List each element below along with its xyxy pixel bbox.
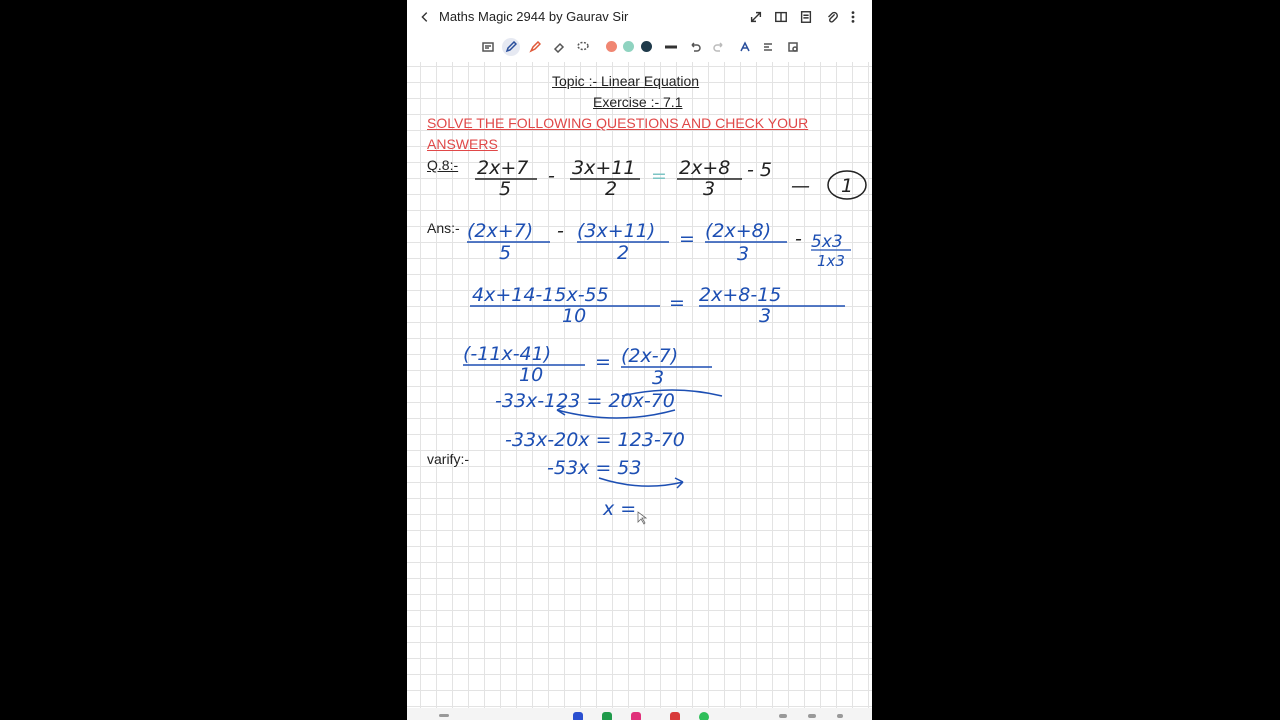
question-label: Q.8:- bbox=[427, 157, 459, 173]
q8-den-2: 2 bbox=[605, 178, 618, 200]
question-8-equation bbox=[475, 157, 866, 200]
pen-icon[interactable] bbox=[502, 38, 520, 56]
color-swatch-mint[interactable] bbox=[623, 41, 634, 52]
color-swatch-dark-teal[interactable] bbox=[641, 41, 652, 52]
back-icon[interactable] bbox=[417, 9, 433, 25]
line-thickness-icon[interactable] bbox=[664, 40, 678, 54]
taskbar-app-icon-2[interactable] bbox=[602, 712, 612, 720]
q8-num-3: 2x+8 bbox=[679, 157, 731, 179]
text-box-icon[interactable] bbox=[481, 40, 495, 54]
taskbar-app-icon-1[interactable] bbox=[573, 712, 583, 720]
ans4-equation: -33x-123 = 20x-70 bbox=[495, 390, 675, 412]
shape-icon[interactable] bbox=[786, 40, 800, 54]
instruction-line-2: ANSWERS bbox=[427, 136, 498, 152]
q8-den-3: 3 bbox=[703, 178, 716, 200]
ans3-num-1: (-11x-41) bbox=[463, 343, 552, 365]
q8-num-2: 3x+11 bbox=[572, 157, 636, 179]
ans2-num-1: 4x+14-15x-55 bbox=[472, 284, 609, 306]
ans3-den-2: 3 bbox=[652, 367, 665, 389]
ans1-num-4: 5x3 bbox=[811, 232, 843, 252]
taskbar-app-icon-5[interactable] bbox=[699, 712, 709, 720]
handwritten-ink bbox=[407, 62, 872, 708]
ans7-equation: x = bbox=[603, 498, 637, 520]
ans1-den-3: 3 bbox=[737, 243, 750, 265]
page-icon[interactable] bbox=[798, 9, 814, 25]
undo-icon[interactable] bbox=[688, 40, 702, 54]
q8-den-1: 5 bbox=[499, 178, 512, 200]
more-menu-icon[interactable] bbox=[845, 9, 861, 25]
ans3-num-2: (2x-7) bbox=[621, 345, 679, 367]
note-title: Maths Magic 2944 by Gaurav Sir bbox=[439, 9, 629, 24]
ans5-equation: -33x-20x = 123-70 bbox=[505, 429, 685, 451]
convert-icon[interactable] bbox=[761, 40, 775, 54]
taskbar-app-icon-3[interactable] bbox=[631, 712, 641, 720]
instruction-line-1: SOLVE THE FOLLOWING QUESTIONS AND CHECK YOUR bbox=[427, 115, 809, 131]
ans3-equals: = bbox=[595, 351, 611, 373]
answer-label: Ans:- bbox=[427, 220, 460, 236]
pen-cursor-icon bbox=[638, 512, 646, 524]
topic-heading: Topic :- Linear Equation bbox=[552, 73, 700, 89]
system-nav-bar bbox=[407, 708, 872, 720]
ans1-op-3: - bbox=[795, 228, 802, 250]
ans2-num-2: 2x+8-15 bbox=[699, 284, 782, 306]
ans2-den-2: 3 bbox=[759, 305, 772, 327]
highlighter-icon[interactable] bbox=[528, 40, 542, 54]
verify-label: varify:- bbox=[427, 451, 469, 467]
note-canvas[interactable] bbox=[407, 62, 872, 708]
q8-minus-5: - 5 bbox=[747, 159, 772, 181]
apps-grid-icon[interactable] bbox=[439, 714, 449, 717]
answer-steps bbox=[463, 220, 851, 520]
pen-toolbar bbox=[407, 34, 872, 60]
ans2-equals: = bbox=[669, 292, 685, 314]
eraser-icon[interactable] bbox=[552, 40, 566, 54]
home-icon[interactable] bbox=[808, 714, 816, 718]
expand-icon[interactable] bbox=[748, 9, 764, 25]
taskbar-app-icon-4[interactable] bbox=[670, 712, 680, 720]
attach-icon[interactable] bbox=[824, 9, 840, 25]
book-view-icon[interactable] bbox=[773, 9, 789, 25]
q8-equation-number: 1 bbox=[841, 175, 854, 197]
lasso-icon[interactable] bbox=[576, 40, 590, 54]
q8-equals: = bbox=[651, 165, 667, 187]
q8-op-1: - bbox=[548, 165, 555, 187]
ans1-den-1: 5 bbox=[499, 242, 512, 264]
notes-app bbox=[407, 0, 872, 720]
handwriting-icon[interactable] bbox=[738, 40, 752, 54]
ans6-equation: -53x = 53 bbox=[547, 457, 642, 479]
ans6-divide-arrow bbox=[599, 478, 683, 488]
nav-back-icon[interactable] bbox=[837, 714, 843, 718]
q8-dash: — bbox=[791, 175, 810, 197]
ans2-den-1: 10 bbox=[562, 305, 587, 327]
recent-apps-icon[interactable] bbox=[779, 714, 787, 718]
ans1-equals: = bbox=[679, 228, 695, 250]
ans1-op-1: - bbox=[557, 220, 564, 242]
color-swatch-salmon[interactable] bbox=[606, 41, 617, 52]
ans1-den-2: 2 bbox=[617, 242, 630, 264]
top-bar bbox=[407, 0, 872, 34]
ans3-den-1: 10 bbox=[519, 364, 544, 386]
ans1-den-4: 1x3 bbox=[817, 252, 845, 270]
ans1-num-2: (3x+11) bbox=[577, 220, 656, 242]
ans1-num-1: (2x+7) bbox=[467, 220, 534, 242]
ans1-num-3: (2x+8) bbox=[705, 220, 772, 242]
exercise-heading: Exercise :- 7.1 bbox=[593, 94, 683, 110]
q8-num-1: 2x+7 bbox=[477, 157, 529, 179]
redo-icon[interactable] bbox=[712, 40, 726, 54]
